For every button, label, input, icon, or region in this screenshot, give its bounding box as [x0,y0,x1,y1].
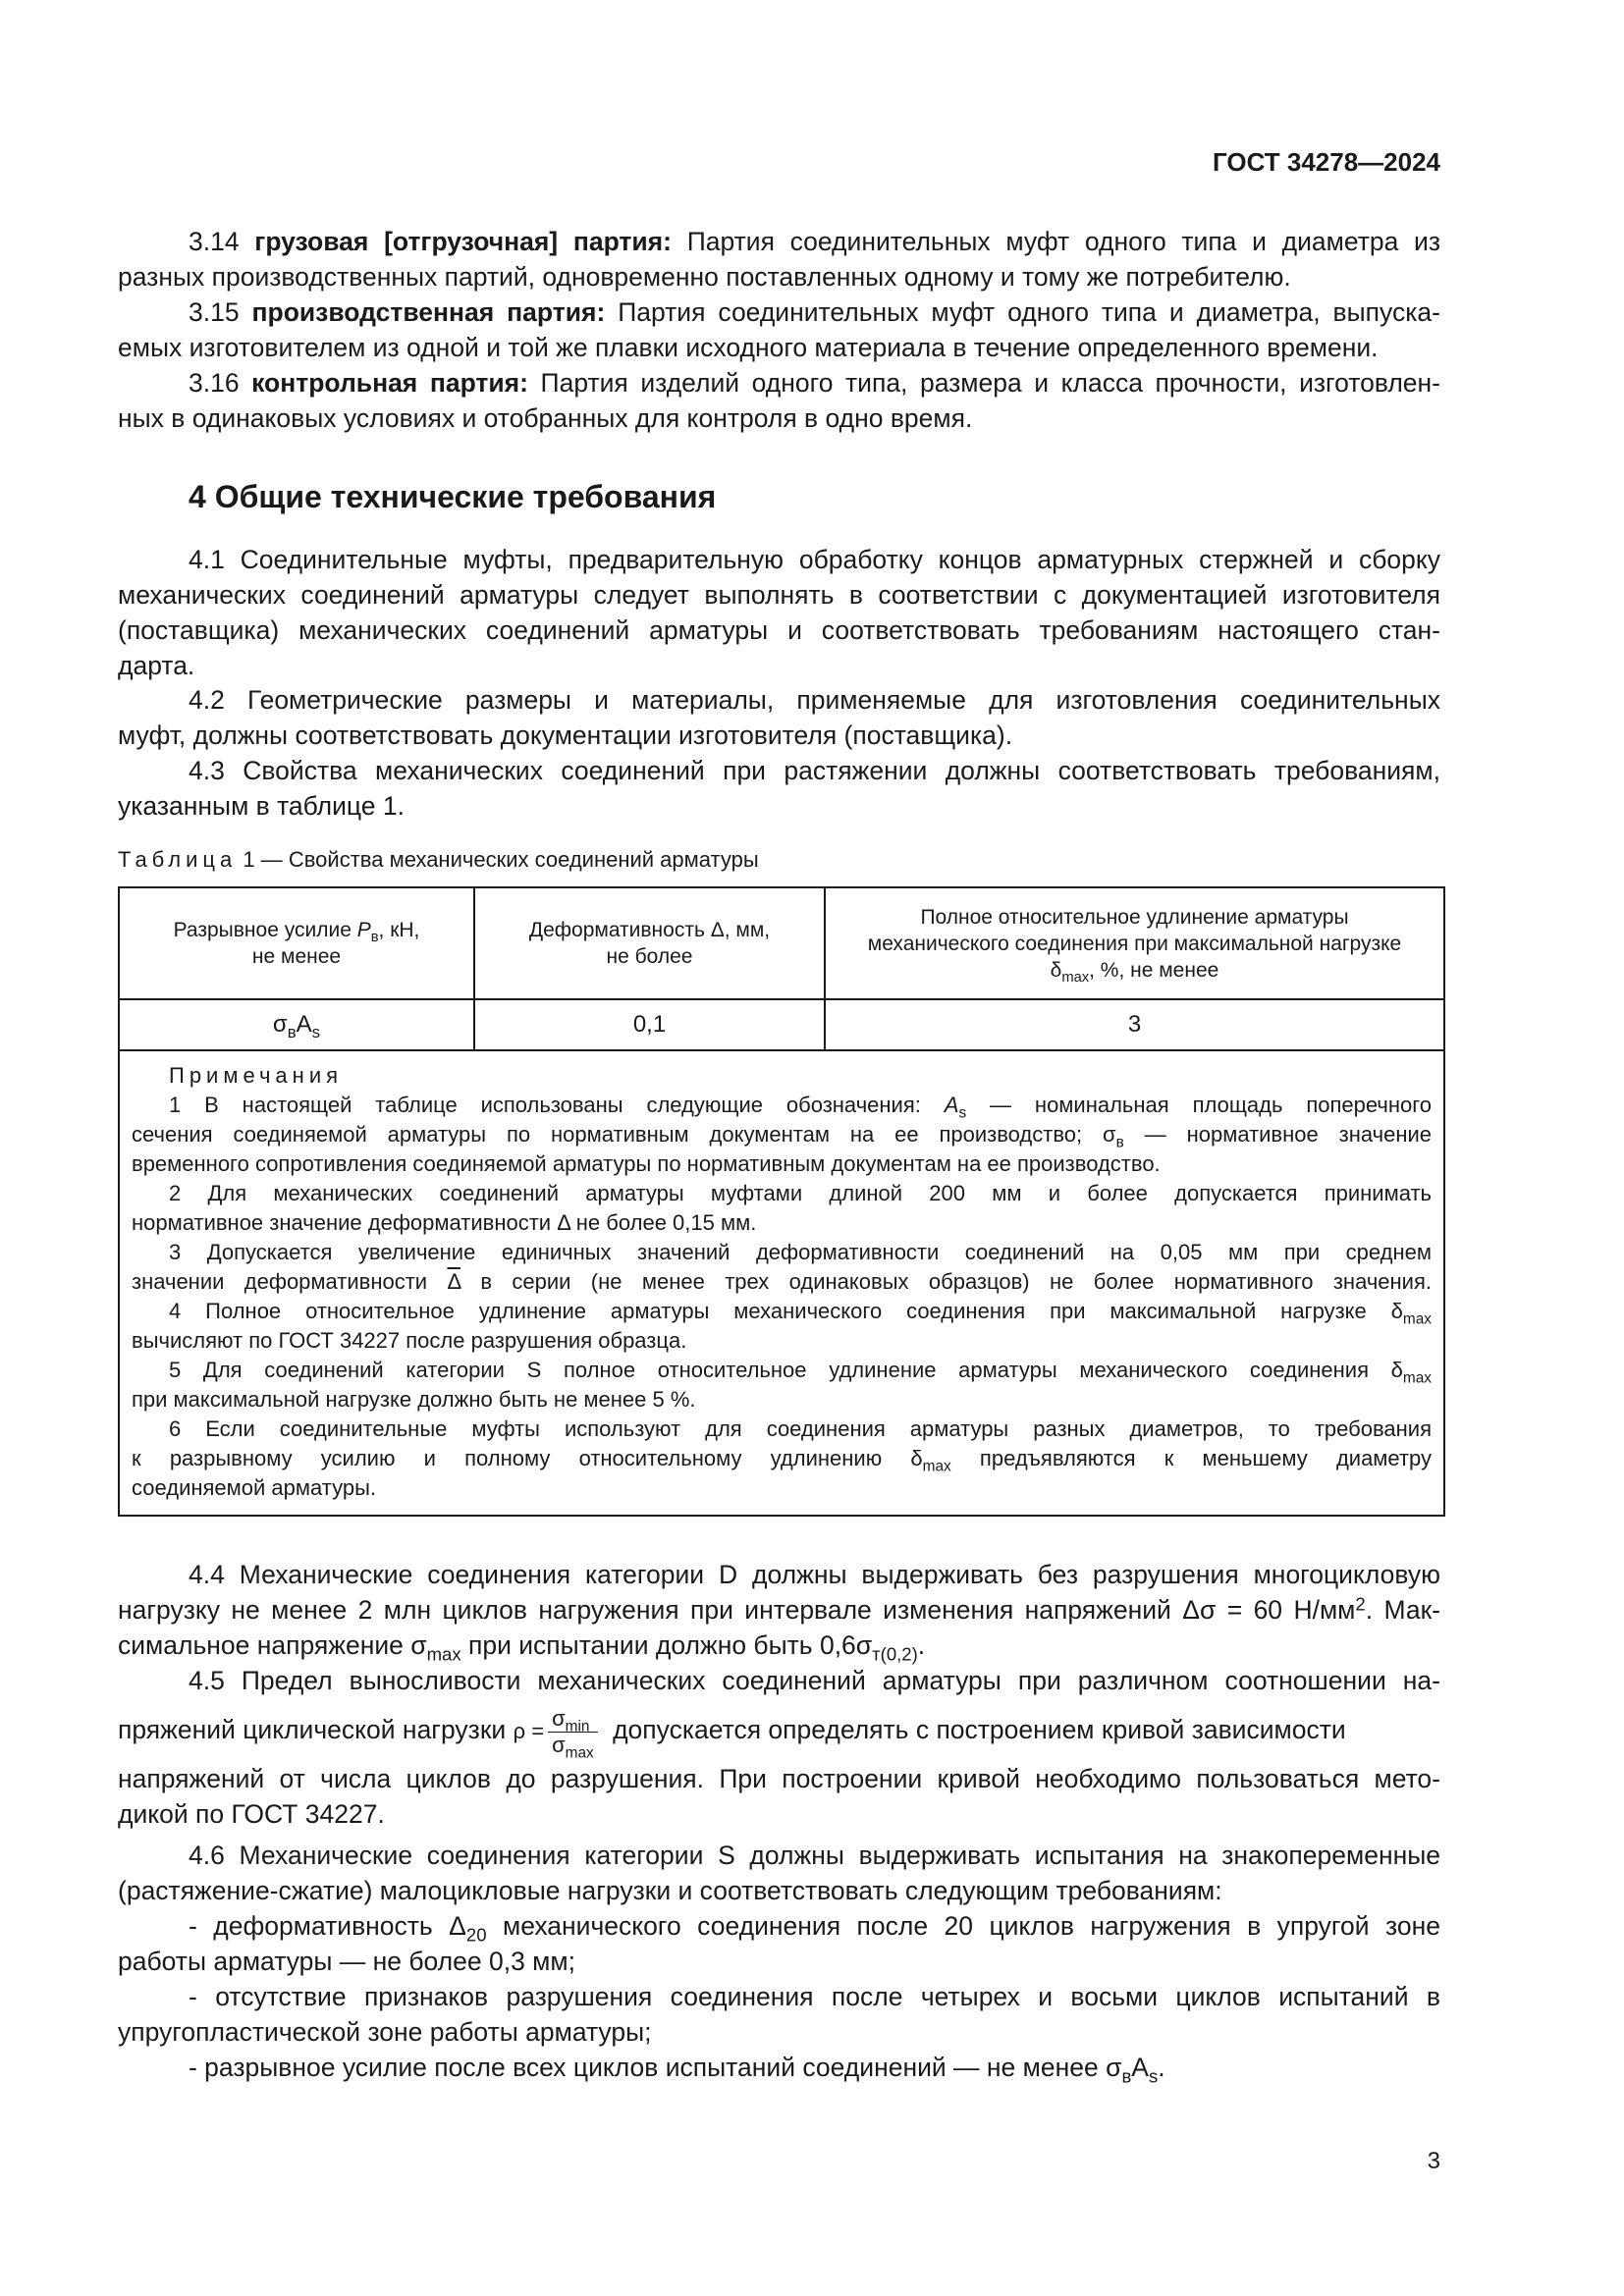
note-2-line-1: 2 Для механических соединений арматуры муфтами длиной 200 мм и более допускается принимать [169,1181,1432,1205]
value-deformability: 0,1 [474,999,825,1050]
note-2-line-2: нормативное значение деформативности Δ не более 0,15 мм. [132,1210,757,1235]
notes-title: Примечания [169,1063,344,1088]
paragraph-4-2: 4.2 Геометрические размеры и материалы, применяемые для изготовления соединительных муфт, должны соответствовать документации изготовителя (поставщика). [118,685,1440,750]
note-3-line-1: 3 Допускается увеличение единичных значений деформативности соединений на 0,05 мм при среднем [169,1240,1432,1264]
paragraph-4-3: 4.3 Свойства механических соединений при растяжении должны соответствовать требованиям, указанным в таблице 1. [118,756,1440,821]
page-number: 3 [1427,2148,1440,2174]
note-5-line-2: при максимальной нагрузке должно быть не менее 5 %. [132,1387,696,1412]
document-code: ГОСТ 34278—2024 [1213,147,1440,177]
header-elongation: Полное относительное удлинение арматуры механического соединения при максимальной нагрузке $\delta_{max}$, %, не менее [825,887,1444,999]
note-1-line-1: 1 В настоящей таблице использованы следующие обозначения: $A_s$ — номинальная площадь поперечного [169,1093,1432,1122]
note-4-line-1: 4 Полное относительное удлинение арматуры механического соединения при максимальной нагрузке $\delta_{max}$ [169,1299,1432,1328]
paragraph-4-5: 4.5 Предел выносливости механических соединений арматуры при различном соотношении на- пряжений циклической нагрузки ρ = $\frac{\sigma_{min}}{\sigma_{max}}$ допускается определять с построением кривой зависимости напряжений от числа циклов до разрушения. При построении кривой необходимо пользоваться мето- дикой по ГОСТ 34227. [118,1666,1440,1829]
note-6-line-1: 6 Если соединительные муфты используют для соединения арматуры разных диаметров, то требования [169,1416,1432,1441]
note-6-line-2: к разрывному усилию и полному относительному удлинению $\delta_{max}$ предъявляются к меньшему диаметру [132,1446,1433,1475]
term-3-14: 3.14 грузовая [отгрузочная] партия: Партия соединительных муфт одного типа и диаметра из разных производственных партий, одновременно поставленных одному и тому же потребителю. [118,227,1440,292]
properties-table [118,886,1445,1517]
term-3-16: 3.16 контрольная партия: Партия изделий одного типа, размера и класса прочности, изготовлен- ных в одинаковых условиях и отобранных для контроля в одно время. [118,368,1440,433]
table-notes [119,1050,1444,1516]
note-3-line-2: значении деформативности $\overline{\Delta}$ в серии (не менее трех одинаковых образцов) не более нормативного значения. [132,1269,1432,1294]
header-deformability: Деформативность Δ, мм, не более [474,887,825,999]
rho-fraction: $\frac{\sigma_{min}}{\sigma_{max}}$ [548,1706,598,1758]
note-1-line-2: сечения соединяемой арматуры по нормативным документам на ее производство; $\sigma_в$ — нормативное значение [132,1122,1432,1151]
table-row [119,999,1444,1050]
value-breaking-force: $\sigma_вA_s$ [119,999,474,1050]
term-3-15: 3.15 производственная партия: Партия соединительных муфт одного типа и диаметра, выпуска- емых изготовителем из одной и той же плавки исходного материала в течение определенного времени. [118,297,1440,362]
value-elongation: 3 [825,999,1444,1050]
paragraph-4-6: 4.6 Механические соединения категории S должны выдерживать испытания на знакопеременные (растяжение-сжатие) малоцикловые нагрузки и соответствовать следующим требованиям: - деформативность $\Delta_{20}$ механического соединения после 20 циклов нагружения в упругой зоне работы арматуры — не более 0,3 мм; - отсутствие признаков разрушения соединения после четырех и восьми циклов испытаний в упругопластической зоне работы арматуры; - разрывное усилие после всех циклов испытаний соединений — не менее $\sigma_вA_s$. [118,1841,1440,2087]
paragraph-4-1: 4.1 Соединительные муфты, предварительную обработку концов арматурных стержней и сборку механических соединений арматуры следует выполнять в соответствии с документацией изготовителя (поставщика) механических соединений арматуры и соответствовать требованиям настоящего стан- дарта. [118,545,1440,680]
table-header-row [119,887,1444,999]
paragraph-4-4: 4.4 Механические соединения категории D должны выдерживать без разрушения многоцикловую нагрузку не менее 2 млн циклов нагружения при интервале изменения напряжений Δσ = 60 $Н/мм^2$. Мак- симальное напряжение $\sigma_{max}$ при испытании должно быть $0,6\sigma_{т(0,2)}$. [118,1560,1440,1665]
table-caption: Таблица 1 — Свойства механических соединений арматуры [118,847,759,872]
header-breaking-force: Разрывное усилие $P_в$, кН, не менее [119,887,474,999]
note-1-line-3: временного сопротивления соединяемой арматуры по нормативным документам на ее производство. [132,1151,1161,1176]
note-6-line-3: соединяемой арматуры. [132,1475,377,1500]
note-5-line-1: 5 Для соединений категории S полное относительное удлинение арматуры механического соединения $\delta_{max}$ [169,1358,1432,1387]
section-heading: 4 Общие технические требования [189,479,717,514]
note-4-line-2: вычисляют по ГОСТ 34227 после разрушения образца. [132,1328,687,1353]
table-notes-row [119,1050,1444,1516]
